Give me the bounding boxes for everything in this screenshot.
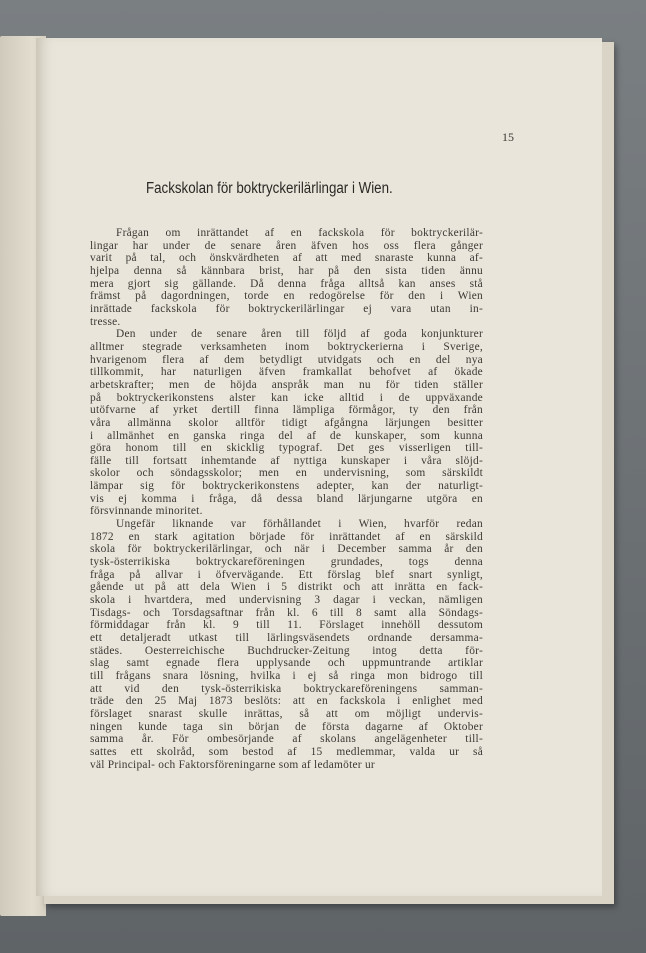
text-line: våra allmänna skolor alltför tidigt afgångna lärjungen besitter xyxy=(90,416,483,429)
text-line: tresse. xyxy=(90,315,121,328)
text-line: i allmänhet en ganska ringa del af de kunskaper, som kunna xyxy=(90,429,483,442)
text-line: slag samt egnade flera upplysande och uppmuntrande artiklar xyxy=(90,657,483,670)
text-line: Ungefär liknande var förhållandet i Wien, hvarför redan xyxy=(116,518,483,531)
paragraph-2 xyxy=(90,328,483,518)
text-line: 1872 en stark agitation började för inrättandet af en särskild xyxy=(90,530,483,543)
text-line: alltmer stegrade verksamheten inom boktryckerierna i Sverige, xyxy=(90,340,483,353)
text-line: mera gjort sig gällande. Då denna fråga alltså kan anses stå xyxy=(90,277,483,290)
text-line: tillkommit, har naturligen äfven framkallat behofvet af ökade xyxy=(90,366,483,379)
text-line: hvarigenom flera af dem betydligt utvidgats och en del nya xyxy=(90,353,483,366)
text-line: på boktryckerikonstens alster kan icke alltid i de uppväxande xyxy=(90,391,483,404)
text-line: Den under de senare åren till följd af goda konjunkturer xyxy=(116,328,483,341)
text-line: väl Principal- och Faktorsföreningarne som af ledamöter ur xyxy=(90,758,375,771)
text-line: inrättade fackskola för boktryckerilärlingar ej vara utan in- xyxy=(90,302,483,315)
text-line: förmiddagar från kl. 9 till 11. Förslaget innehöll dessutom xyxy=(90,619,483,632)
page-title: Fackskolan för boktryckerilärlingar i Wien. xyxy=(146,180,393,197)
paragraph-3 xyxy=(90,518,483,771)
text-line: Tisdags- och Torsdagsaftnar från kl. 6 till 8 samt alla Söndags- xyxy=(90,606,483,619)
text-line: Frågan om inrättandet af en fackskola för boktryckerilär- xyxy=(116,227,483,239)
paragraph-1 xyxy=(90,227,483,328)
text-line: till frågans snara lösning, hvilka i ej så ringa mon bidrogo till xyxy=(90,669,483,682)
body-text xyxy=(90,227,483,771)
text-line: varit på tal, och önskvärdheten af att med snaraste kunna af- xyxy=(90,252,483,265)
text-line: fälle till fortsatt inhemtande af nyttiga kunskaper i våra slöjd- xyxy=(90,454,483,467)
text-line: tysk-österrikiska boktryckareföreningen grundades, togs denna xyxy=(90,556,483,569)
text-line: göra honom till en skicklig typograf. Det ges visserligen till- xyxy=(90,442,483,455)
text-line: städes. Oesterreichische Buchdrucker-Zeitung intog detta för- xyxy=(90,644,483,657)
text-line: främst på dagordningen, torde en redogörelse för den i Wien xyxy=(90,290,483,303)
text-line: skolor och söndagsskolor; men en undervisning, som särskildt xyxy=(90,467,483,480)
text-line: ett detaljeradt utkast till lärlingsväsendets ordnande dersamma- xyxy=(90,632,483,644)
text-line: försvinnande minoritet. xyxy=(90,505,203,518)
text-line: lingar har under de senare åren äfven hos oss flera gånger xyxy=(90,239,483,252)
text-line: vis ej komma i fråga, då dessa bland lärjungarne utgöra en xyxy=(90,492,483,505)
text-line: arbetskrafter; men de höjda anspråk man nu för tiden ställer xyxy=(90,378,483,391)
text-line: ningen kunde taga sin början de första dagarne af Oktober xyxy=(90,720,483,733)
text-line: träde den 25 Maj 1873 beslöts: att en fackskola i enlighet med xyxy=(90,695,483,708)
text-line: att vid den tysk-österrikiska boktryckareföreningens samman- xyxy=(90,682,483,695)
text-line: skola för boktryckerilärlingar, och när i December samma år den xyxy=(90,543,483,556)
text-line: hjelpa denna så kännbara brist, har på den sista tiden ännu xyxy=(90,264,483,277)
text-line: sattes ett skolråd, som bestod af 15 medlemmar, valda ur så xyxy=(90,745,483,758)
text-line: samma år. För ombesörjande af skolans angelägenheter till- xyxy=(90,733,483,746)
text-line: förslaget snarast skulle inrättas, så att om möjligt undervis- xyxy=(90,707,483,720)
text-line: utöfvarne af yrket dertill finna lämpliga förmågor, ty den från xyxy=(90,404,483,417)
text-line: fråga på allvar i öfvervägande. Ett förslag blef snart synligt, xyxy=(90,568,483,581)
text-line: gående ut på att dela Wien i 5 distrikt och att inrätta en fack- xyxy=(90,581,483,594)
page-number: 15 xyxy=(502,130,514,144)
text-line: skola i hvartdera, med undervisning 3 dagar i veckan, nämligen xyxy=(90,594,483,607)
text-line: lämpar sig för boktryckerikonstens adepter, kan der naturligt- xyxy=(90,480,483,493)
